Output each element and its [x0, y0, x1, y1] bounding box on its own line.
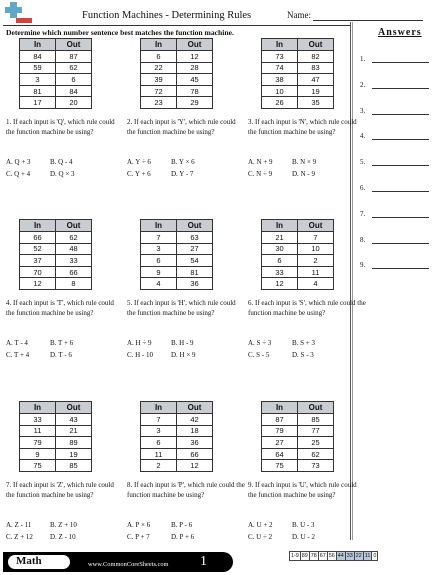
table-row: [20, 278, 92, 290]
table-row: [141, 97, 213, 109]
score-cell: 22: [355, 553, 362, 559]
input-cell: 6: [141, 255, 177, 267]
function-table: [19, 219, 92, 290]
answer-option[interactable]: D. T - 6: [50, 351, 72, 359]
table-row: [20, 51, 92, 63]
answer-row: [360, 107, 372, 115]
input-cell: 17: [20, 97, 56, 109]
input-cell: 12: [20, 278, 56, 290]
column-header-in: In: [141, 402, 177, 414]
table-header-row: [20, 39, 92, 51]
table-row: [262, 243, 334, 255]
input-cell: 11: [141, 448, 177, 460]
output-cell: 78: [177, 85, 213, 97]
page-number: 1: [200, 554, 207, 569]
score-cell: 11: [364, 553, 371, 559]
question-text: 8. If each input is 'P', which rule could the function machine be using?: [127, 481, 245, 499]
table-row: [20, 232, 92, 244]
table-row: [262, 425, 334, 437]
answer-option[interactable]: A. N + 9: [248, 158, 273, 166]
answer-option[interactable]: B. Q - 4: [50, 158, 73, 166]
input-cell: 4: [141, 278, 177, 290]
input-cell: 37: [20, 255, 56, 267]
input-cell: 23: [141, 97, 177, 109]
output-cell: 42: [177, 414, 213, 426]
answer-number: 5.: [360, 158, 366, 167]
table-row: [141, 62, 213, 74]
input-cell: 72: [141, 85, 177, 97]
table-row: [141, 85, 213, 97]
score-table: [289, 551, 378, 561]
column-header-in: In: [262, 220, 298, 232]
table-row: [141, 74, 213, 86]
table-header-row: [262, 39, 334, 51]
answer-blank[interactable]: [372, 62, 429, 63]
footer-site: www.CommonCoreSheets.com: [88, 561, 169, 568]
input-cell: 9: [20, 448, 56, 460]
answer-option[interactable]: C. S - 5: [248, 351, 270, 359]
answer-blank[interactable]: [372, 139, 429, 140]
answer-option[interactable]: A. Y ÷ 6: [127, 158, 151, 166]
table-header-row: [141, 402, 213, 414]
column-header-in: In: [262, 39, 298, 51]
column-header-in: In: [20, 39, 56, 51]
input-cell: 7: [141, 414, 177, 426]
answer-option[interactable]: C. H - 10: [127, 351, 154, 359]
table-row: [262, 74, 334, 86]
output-cell: 35: [298, 97, 334, 109]
output-cell: 62: [56, 232, 92, 244]
answer-option[interactable]: B. Z + 10: [50, 521, 77, 529]
function-table: [19, 401, 92, 472]
column-header-out: Out: [177, 220, 213, 232]
answer-option[interactable]: A. P × 6: [127, 521, 151, 529]
column-header-out: Out: [56, 402, 92, 414]
table-row: [20, 97, 92, 109]
output-cell: 33: [56, 255, 92, 267]
answer-blank[interactable]: [372, 191, 429, 192]
column-header-out: Out: [177, 39, 213, 51]
output-cell: 20: [56, 97, 92, 109]
answer-blank[interactable]: [372, 217, 429, 218]
answer-number: 6.: [360, 184, 366, 192]
answer-option[interactable]: D. S - 3: [292, 351, 314, 359]
table-header-row: [262, 402, 334, 414]
table-row: [20, 266, 92, 278]
answer-option[interactable]: A. S ÷ 3: [248, 339, 272, 347]
input-cell: 26: [262, 97, 298, 109]
answer-column-divider: [350, 22, 351, 540]
output-cell: 36: [177, 278, 213, 290]
answer-number: 3.: [360, 106, 366, 115]
question-text: 2. If each input is 'Y', which rule could the function machine be using?: [127, 118, 236, 136]
output-cell: 63: [177, 232, 213, 244]
column-header-out: Out: [56, 220, 92, 232]
output-cell: 11: [298, 266, 334, 278]
input-cell: 6: [141, 51, 177, 63]
input-cell: 27: [262, 437, 298, 449]
table-row: [262, 255, 334, 267]
answer-option[interactable]: B. Y × 6: [171, 158, 195, 166]
output-cell: 47: [298, 74, 334, 86]
input-cell: 59: [20, 62, 56, 74]
output-cell: 7: [298, 232, 334, 244]
output-cell: 43: [56, 414, 92, 426]
table-row: [141, 243, 213, 255]
input-cell: 3: [141, 243, 177, 255]
input-cell: 2: [141, 460, 177, 472]
output-cell: 54: [177, 255, 213, 267]
table-row: [20, 62, 92, 74]
table-header-row: [20, 220, 92, 232]
answer-option[interactable]: C. P + 7: [127, 533, 150, 541]
answer-option[interactable]: D. Y - 7: [171, 170, 194, 178]
output-cell: 45: [177, 74, 213, 86]
table-row: [20, 437, 92, 449]
input-cell: 3: [141, 425, 177, 437]
input-cell: 75: [262, 460, 298, 472]
answer-row: [360, 81, 372, 89]
output-cell: 12: [177, 460, 213, 472]
output-cell: 10: [298, 243, 334, 255]
answer-blank[interactable]: [372, 114, 429, 115]
output-cell: 89: [56, 437, 92, 449]
table-row: [20, 74, 92, 86]
table-row: [20, 414, 92, 426]
output-cell: 4: [298, 278, 334, 290]
answer-option[interactable]: D. H × 9: [171, 351, 196, 359]
score-cell: 0: [373, 553, 377, 559]
question-text: 1. If each input is 'Q', which rule could the function machine be using?: [6, 118, 115, 136]
column-header-out: Out: [177, 402, 213, 414]
input-cell: 73: [262, 51, 298, 63]
input-cell: 10: [262, 85, 298, 97]
input-cell: 84: [20, 51, 56, 63]
table-row: [141, 266, 213, 278]
answer-option[interactable]: D. P + 6: [171, 533, 195, 541]
table-row: [20, 448, 92, 460]
answer-row: [360, 184, 372, 192]
column-header-in: In: [262, 402, 298, 414]
table-row: [262, 266, 334, 278]
answer-row: [360, 236, 372, 244]
column-header-in: In: [20, 402, 56, 414]
table-row: [141, 437, 213, 449]
answer-number: 4.: [360, 132, 366, 141]
output-cell: 62: [298, 448, 334, 460]
column-header-in: In: [141, 220, 177, 232]
output-cell: 62: [56, 62, 92, 74]
output-cell: 85: [56, 460, 92, 472]
answer-number: 9.: [360, 261, 366, 270]
answer-option[interactable]: B. H - 9: [171, 339, 194, 347]
input-cell: 3: [20, 74, 56, 86]
table-row: [262, 62, 334, 74]
answer-row: [360, 55, 372, 63]
input-cell: 30: [262, 243, 298, 255]
answer-option[interactable]: A. T - 4: [6, 339, 28, 347]
input-cell: 64: [262, 448, 298, 460]
table-row: [141, 255, 213, 267]
table-row: [141, 232, 213, 244]
output-cell: 6: [56, 74, 92, 86]
function-table: [261, 401, 334, 472]
answer-row: [360, 210, 372, 218]
output-cell: 2: [298, 255, 334, 267]
output-cell: 18: [177, 425, 213, 437]
score-cell: 67: [319, 553, 326, 559]
output-cell: 77: [298, 425, 334, 437]
column-header-out: Out: [298, 220, 334, 232]
input-cell: 70: [20, 266, 56, 278]
question-text: 6. If each input is 'S', which rule could the function machine be using?: [248, 299, 366, 317]
function-table: [261, 38, 334, 109]
score-cell: 56: [328, 553, 335, 559]
function-table: [261, 219, 334, 290]
output-cell: 19: [56, 448, 92, 460]
score-cell: 33: [346, 553, 353, 559]
column-header-out: Out: [298, 402, 334, 414]
header-divider: [3, 25, 350, 26]
answer-option[interactable]: C. N ÷ 9: [248, 170, 273, 178]
answer-row: [360, 261, 372, 269]
input-cell: 21: [262, 232, 298, 244]
table-row: [262, 97, 334, 109]
answer-blank[interactable]: [372, 88, 429, 89]
answer-option[interactable]: D. N - 9: [292, 170, 315, 178]
answer-option[interactable]: B. U - 3: [292, 521, 315, 529]
name-label: Name:: [287, 10, 311, 20]
answer-option[interactable]: B. N × 9: [292, 158, 317, 166]
function-table: [140, 401, 213, 472]
output-cell: 8: [56, 278, 92, 290]
score-cell: 1-9: [291, 553, 299, 559]
output-cell: 85: [298, 414, 334, 426]
answer-number: 2.: [360, 80, 366, 89]
output-cell: 83: [298, 62, 334, 74]
answer-option[interactable]: D. Q × 3: [50, 170, 75, 178]
function-table: [140, 219, 213, 290]
input-cell: 22: [141, 62, 177, 74]
answers-title: Answers: [378, 27, 422, 38]
output-cell: 21: [56, 425, 92, 437]
table-row: [262, 232, 334, 244]
answer-column-divider-inner: [352, 22, 353, 540]
input-cell: 11: [20, 425, 56, 437]
score-row: [290, 552, 378, 561]
table-row: [20, 243, 92, 255]
column-header-in: In: [20, 220, 56, 232]
output-cell: 12: [177, 51, 213, 63]
table-row: [262, 51, 334, 63]
output-cell: 29: [177, 97, 213, 109]
question-text: 3. If each input is 'N', which rule could the function machine be using?: [248, 118, 357, 136]
question-text: 5. If each input is 'H', which rule could the function machine be using?: [127, 299, 236, 317]
input-cell: 7: [141, 232, 177, 244]
input-cell: 6: [141, 437, 177, 449]
output-cell: 28: [177, 62, 213, 74]
page-title: Function Machines - Determining Rules: [82, 10, 252, 21]
score-cell: 44: [337, 553, 344, 559]
output-cell: 19: [298, 85, 334, 97]
input-cell: 75: [20, 460, 56, 472]
output-cell: 27: [177, 243, 213, 255]
input-cell: 12: [262, 278, 298, 290]
input-cell: 39: [141, 74, 177, 86]
table-header-row: [20, 402, 92, 414]
table-row: [20, 425, 92, 437]
answer-number: 1.: [360, 55, 366, 63]
table-row: [20, 255, 92, 267]
table-row: [262, 85, 334, 97]
input-cell: 33: [20, 414, 56, 426]
question-text: 7. If each input is 'Z', which rule could the function machine be using?: [6, 481, 114, 499]
table-header-row: [141, 220, 213, 232]
function-table: [19, 38, 92, 109]
table-row: [141, 414, 213, 426]
output-cell: 81: [177, 266, 213, 278]
score-cell: 89: [301, 553, 308, 559]
answer-option[interactable]: A. H ÷ 9: [127, 339, 152, 347]
function-table: [140, 38, 213, 109]
answer-option[interactable]: B. P - 6: [171, 521, 193, 529]
table-row: [141, 448, 213, 460]
column-header-in: In: [141, 39, 177, 51]
answer-option[interactable]: D. U - 2: [292, 533, 315, 541]
table-row: [262, 278, 334, 290]
output-cell: 25: [298, 437, 334, 449]
input-cell: 79: [20, 437, 56, 449]
answer-row: [360, 158, 372, 166]
input-cell: 79: [262, 425, 298, 437]
question-text: 9. If each input is 'U', which rule could the function machine be using?: [248, 481, 357, 499]
output-cell: 66: [177, 448, 213, 460]
table-row: [262, 460, 334, 472]
answer-option[interactable]: D. Z - 10: [50, 533, 76, 541]
answer-option[interactable]: C. Q + 4: [6, 170, 31, 178]
question-text: 4. If each input is 'T', which rule could the function machine be using?: [6, 299, 114, 317]
table-row: [141, 425, 213, 437]
output-cell: 36: [177, 437, 213, 449]
answer-number: 8.: [360, 235, 366, 244]
name-field[interactable]: [313, 20, 423, 21]
input-cell: 6: [262, 255, 298, 267]
answer-option[interactable]: B. T + 6: [50, 339, 74, 347]
logo-plus-minus-icon: [4, 2, 32, 24]
input-cell: 66: [20, 232, 56, 244]
answer-number: 7.: [360, 209, 366, 218]
table-header-row: [262, 220, 334, 232]
answer-blank[interactable]: [372, 243, 429, 244]
answer-blank[interactable]: [372, 268, 429, 269]
output-cell: 87: [56, 51, 92, 63]
table-row: [141, 51, 213, 63]
table-row: [141, 278, 213, 290]
answer-option[interactable]: A. Q + 3: [6, 158, 31, 166]
answer-option[interactable]: C. U ÷ 2: [248, 533, 273, 541]
table-row: [141, 460, 213, 472]
table-row: [262, 414, 334, 426]
answer-option[interactable]: C. Y + 6: [127, 170, 151, 178]
input-cell: 52: [20, 243, 56, 255]
answer-blank[interactable]: [372, 165, 429, 166]
output-cell: 73: [298, 460, 334, 472]
score-cell: 78: [310, 553, 317, 559]
input-cell: 33: [262, 266, 298, 278]
answer-option[interactable]: C. Z + 12: [6, 533, 33, 541]
column-header-out: Out: [56, 39, 92, 51]
input-cell: 9: [141, 266, 177, 278]
input-cell: 74: [262, 62, 298, 74]
table-row: [262, 437, 334, 449]
instructions: Determine which number sentence best matches the function machine.: [6, 28, 234, 37]
answer-option[interactable]: C. T + 4: [6, 351, 30, 359]
table-row: [20, 85, 92, 97]
input-cell: 81: [20, 85, 56, 97]
answer-option[interactable]: A. U + 2: [248, 521, 273, 529]
table-header-row: [141, 39, 213, 51]
column-header-out: Out: [298, 39, 334, 51]
answer-option[interactable]: A. Z - 11: [6, 521, 32, 529]
output-cell: 66: [56, 266, 92, 278]
footer-subject: Math: [16, 555, 42, 567]
input-cell: 87: [262, 414, 298, 426]
input-cell: 38: [262, 74, 298, 86]
output-cell: 82: [298, 51, 334, 63]
output-cell: 84: [56, 85, 92, 97]
table-row: [20, 460, 92, 472]
answer-option[interactable]: B. S + 3: [292, 339, 316, 347]
output-cell: 48: [56, 243, 92, 255]
table-row: [262, 448, 334, 460]
